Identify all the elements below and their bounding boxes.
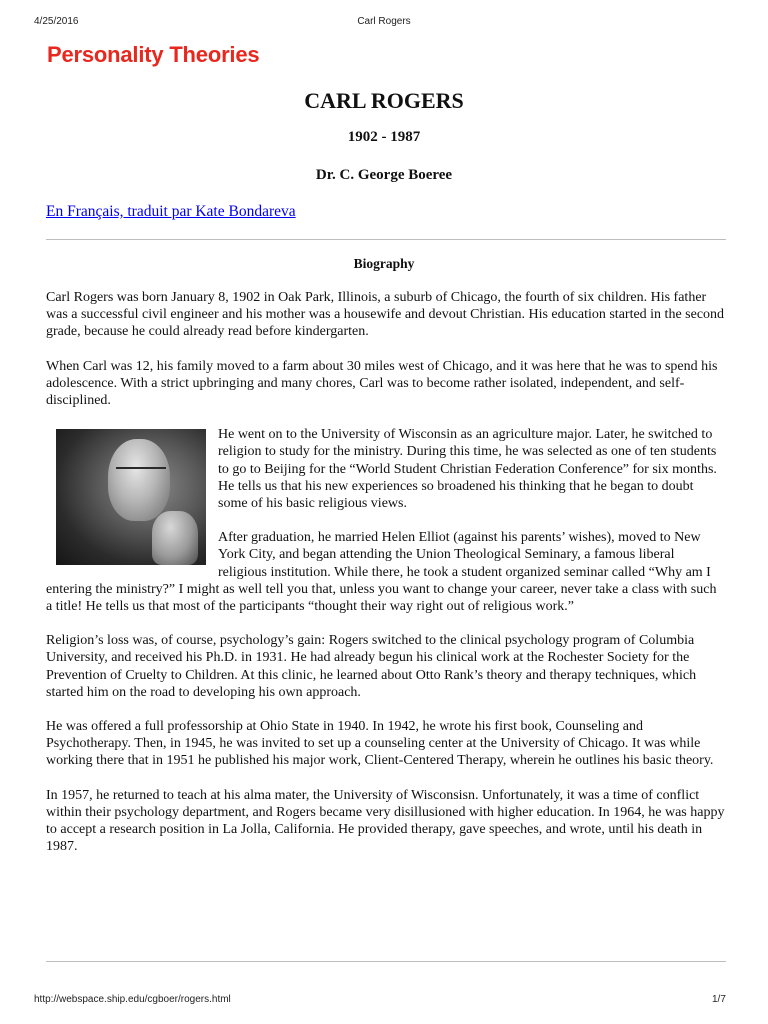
paragraph: After graduation, he married Helen Elliot (against his parents’ wishes), moved to New York City, and began attending the Union Theological Seminary, a famous liberal religious institution. While there, he took a student organized seminar called “Why am I entering the ministry?” I might as well tell you that, unless you want to change your career, never take a class with such a title! He tells us that most of the participants “thought their way right out of religious work.” bbox=[46, 530, 717, 615]
paragraph: Carl Rogers was born January 8, 1902 in Oak Park, Illinois, a suburb of Chicago, the fourth of six children. His father was a successful civil engineer and his mother was a housewife and devout Christian. His education started in the second grade, because he could already read before kindergarten. bbox=[46, 290, 725, 340]
print-date: 4/25/2016 bbox=[34, 16, 79, 27]
article-years: 1902 - 1987 bbox=[347, 129, 421, 145]
article-title: CARL ROGERS bbox=[304, 88, 464, 113]
section-heading: Biography bbox=[353, 256, 415, 271]
paragraph: Religion’s loss was, of course, psychology’s gain: Rogers switched to the clinical psychology program of Columbia University, and received his Ph.D. in 1931. He had already begun his clinical work at the Rochester Society for the Prevention of Cruelty to Children. At this clinic, he learned about Otto Rank’s theory and therapy techniques, which started him on the road to developing his own approach. bbox=[46, 633, 697, 700]
paragraph: He went on to the University of Wisconsin as an agriculture major. Later, he switched to religion to study for the ministry. During this time, he was selected as one of ten students to go to Beijing for the “World Student Christian Federation Conference” for six months. He tells us that his new experiences so broadened his thinking that he began to doubt some of his basic religious views. bbox=[218, 427, 717, 512]
french-translation-link[interactable]: En Français, traduit par Kate Bondareva bbox=[46, 203, 296, 220]
carl-rogers-photo bbox=[56, 429, 206, 565]
paragraph: In 1957, he returned to teach at his alma mater, the University of Wisconsisn. Unfortunately, it was a time of conflict within their psychology department, and Rogers became very disillusioned with higher education. In 1964, he was happy to accept a research position in La Jolla, California. He provided therapy, gave speeches, and wrote, until his death in 1987. bbox=[46, 787, 725, 855]
paragraph: He was offered a full professorship at Ohio State in 1940. In 1942, he wrote his first book, Counseling and Psychotherapy. Then, in 1945, he was invited to set up a counseling center at the University of Chicago. It was while working there that in 1951 he published his major work, Client-Centered Therapy, wherein he outlines his basic theory. bbox=[46, 719, 714, 769]
site-brand[interactable]: Personality Theories bbox=[47, 42, 260, 67]
article-author: Dr. C. George Boeree bbox=[315, 167, 453, 183]
print-header-title: Carl Rogers bbox=[357, 16, 411, 27]
article-body bbox=[46, 289, 726, 872]
paragraph: When Carl was 12, his family moved to a farm about 30 miles west of Chicago, and it was here that he was to spend his adolescence. With a strict upbringing and many chores, Carl was to become rather isolated, independent, and self-disciplined. bbox=[46, 358, 718, 409]
print-page-number: 1/7 bbox=[712, 994, 726, 1005]
print-footer-url: http://webspace.ship.edu/cgboer/rogers.html bbox=[34, 994, 231, 1005]
divider-bottom bbox=[46, 961, 726, 962]
divider-top bbox=[46, 239, 726, 240]
